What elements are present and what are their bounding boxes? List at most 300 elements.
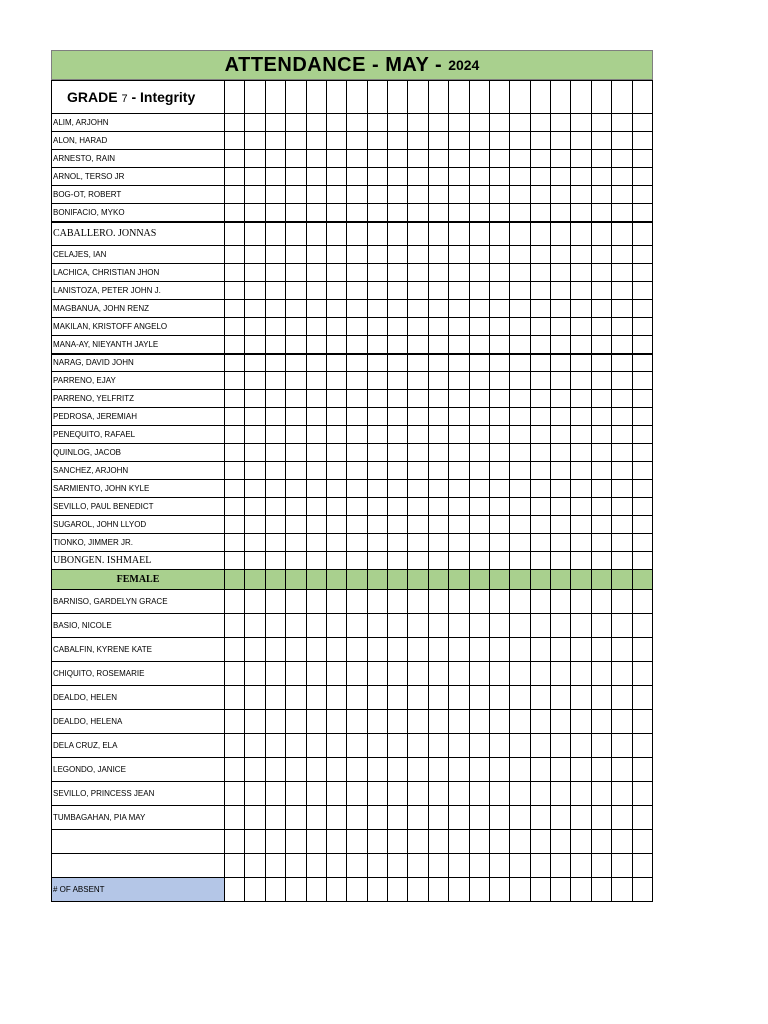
attendance-cell[interactable] — [326, 390, 346, 408]
attendance-cell[interactable] — [632, 662, 653, 686]
attendance-cell[interactable] — [326, 638, 346, 662]
attendance-cell[interactable] — [551, 830, 571, 854]
attendance-cell[interactable] — [428, 81, 448, 114]
attendance-cell[interactable] — [367, 806, 387, 830]
attendance-cell[interactable] — [245, 782, 265, 806]
attendance-cell[interactable] — [510, 150, 530, 168]
attendance-cell[interactable] — [367, 186, 387, 204]
attendance-cell[interactable] — [265, 498, 285, 516]
attendance-cell[interactable] — [449, 758, 469, 782]
attendance-cell[interactable] — [571, 638, 591, 662]
attendance-cell[interactable] — [489, 150, 509, 168]
attendance-cell[interactable] — [265, 534, 285, 552]
attendance-cell[interactable] — [510, 246, 530, 264]
attendance-cell[interactable] — [265, 354, 285, 372]
attendance-cell[interactable] — [632, 516, 653, 534]
attendance-cell[interactable] — [225, 300, 245, 318]
attendance-cell[interactable] — [632, 878, 653, 902]
attendance-cell[interactable] — [530, 264, 550, 282]
attendance-cell[interactable] — [225, 150, 245, 168]
attendance-cell[interactable] — [286, 878, 306, 902]
attendance-cell[interactable] — [347, 878, 367, 902]
attendance-cell[interactable] — [225, 590, 245, 614]
attendance-cell[interactable] — [347, 638, 367, 662]
attendance-cell[interactable] — [428, 426, 448, 444]
attendance-cell[interactable] — [469, 534, 489, 552]
attendance-cell[interactable] — [449, 662, 469, 686]
attendance-cell[interactable] — [265, 168, 285, 186]
attendance-cell[interactable] — [530, 318, 550, 336]
attendance-cell[interactable] — [428, 186, 448, 204]
attendance-cell[interactable] — [489, 81, 509, 114]
attendance-cell[interactable] — [510, 516, 530, 534]
attendance-cell[interactable] — [245, 734, 265, 758]
attendance-cell[interactable] — [388, 662, 408, 686]
attendance-cell[interactable] — [612, 81, 632, 114]
attendance-cell[interactable] — [347, 150, 367, 168]
attendance-cell[interactable] — [469, 168, 489, 186]
attendance-cell[interactable] — [326, 300, 346, 318]
attendance-cell[interactable] — [347, 264, 367, 282]
attendance-cell[interactable] — [632, 806, 653, 830]
attendance-cell[interactable] — [551, 186, 571, 204]
attendance-cell[interactable] — [286, 516, 306, 534]
attendance-cell[interactable] — [265, 150, 285, 168]
attendance-cell[interactable] — [510, 354, 530, 372]
attendance-cell[interactable] — [245, 168, 265, 186]
attendance-cell[interactable] — [571, 878, 591, 902]
attendance-cell[interactable] — [245, 662, 265, 686]
attendance-cell[interactable] — [245, 854, 265, 878]
attendance-cell[interactable] — [225, 282, 245, 300]
attendance-cell[interactable] — [591, 878, 611, 902]
attendance-cell[interactable] — [469, 204, 489, 222]
attendance-cell[interactable] — [265, 758, 285, 782]
attendance-cell[interactable] — [530, 782, 550, 806]
attendance-cell[interactable] — [225, 426, 245, 444]
attendance-cell[interactable] — [326, 114, 346, 132]
attendance-cell[interactable] — [245, 318, 265, 336]
attendance-cell[interactable] — [347, 710, 367, 734]
attendance-cell[interactable] — [571, 830, 591, 854]
attendance-cell[interactable] — [612, 614, 632, 638]
attendance-cell[interactable] — [612, 480, 632, 498]
attendance-cell[interactable] — [571, 806, 591, 830]
attendance-cell[interactable] — [388, 264, 408, 282]
attendance-cell[interactable] — [286, 614, 306, 638]
attendance-cell[interactable] — [551, 426, 571, 444]
attendance-cell[interactable] — [489, 246, 509, 264]
attendance-cell[interactable] — [367, 354, 387, 372]
attendance-cell[interactable] — [326, 516, 346, 534]
attendance-cell[interactable] — [388, 710, 408, 734]
attendance-cell[interactable] — [245, 336, 265, 354]
attendance-cell[interactable] — [591, 782, 611, 806]
attendance-cell[interactable] — [612, 282, 632, 300]
attendance-cell[interactable] — [530, 758, 550, 782]
attendance-cell[interactable] — [612, 782, 632, 806]
attendance-cell[interactable] — [612, 204, 632, 222]
attendance-cell[interactable] — [225, 132, 245, 150]
attendance-cell[interactable] — [510, 534, 530, 552]
attendance-cell[interactable] — [428, 782, 448, 806]
attendance-cell[interactable] — [265, 81, 285, 114]
attendance-cell[interactable] — [367, 830, 387, 854]
attendance-cell[interactable] — [510, 590, 530, 614]
attendance-cell[interactable] — [469, 614, 489, 638]
attendance-cell[interactable] — [632, 426, 653, 444]
attendance-cell[interactable] — [551, 710, 571, 734]
attendance-cell[interactable] — [347, 114, 367, 132]
attendance-cell[interactable] — [510, 336, 530, 354]
attendance-cell[interactable] — [469, 758, 489, 782]
attendance-cell[interactable] — [326, 426, 346, 444]
attendance-cell[interactable] — [367, 758, 387, 782]
attendance-cell[interactable] — [326, 372, 346, 390]
attendance-cell[interactable] — [612, 830, 632, 854]
attendance-cell[interactable] — [632, 444, 653, 462]
attendance-cell[interactable] — [469, 782, 489, 806]
attendance-cell[interactable] — [612, 758, 632, 782]
attendance-cell[interactable] — [347, 534, 367, 552]
attendance-cell[interactable] — [306, 516, 326, 534]
attendance-cell[interactable] — [408, 264, 428, 282]
attendance-cell[interactable] — [408, 114, 428, 132]
attendance-cell[interactable] — [347, 614, 367, 638]
attendance-cell[interactable] — [286, 686, 306, 710]
attendance-cell[interactable] — [225, 710, 245, 734]
attendance-cell[interactable] — [367, 132, 387, 150]
attendance-cell[interactable] — [551, 81, 571, 114]
attendance-cell[interactable] — [489, 534, 509, 552]
attendance-cell[interactable] — [571, 710, 591, 734]
attendance-cell[interactable] — [510, 614, 530, 638]
attendance-cell[interactable] — [265, 132, 285, 150]
attendance-cell[interactable] — [489, 590, 509, 614]
attendance-cell[interactable] — [428, 408, 448, 426]
attendance-cell[interactable] — [591, 168, 611, 186]
attendance-cell[interactable] — [428, 318, 448, 336]
attendance-cell[interactable] — [367, 204, 387, 222]
attendance-cell[interactable] — [469, 830, 489, 854]
attendance-cell[interactable] — [612, 806, 632, 830]
attendance-cell[interactable] — [245, 590, 265, 614]
attendance-cell[interactable] — [388, 222, 408, 246]
attendance-cell[interactable] — [286, 408, 306, 426]
attendance-cell[interactable] — [510, 282, 530, 300]
attendance-cell[interactable] — [530, 662, 550, 686]
attendance-cell[interactable] — [551, 734, 571, 758]
attendance-cell[interactable] — [551, 462, 571, 480]
attendance-cell[interactable] — [265, 614, 285, 638]
attendance-cell[interactable] — [591, 318, 611, 336]
attendance-cell[interactable] — [489, 282, 509, 300]
attendance-cell[interactable] — [632, 246, 653, 264]
attendance-cell[interactable] — [449, 408, 469, 426]
attendance-cell[interactable] — [551, 300, 571, 318]
attendance-cell[interactable] — [347, 204, 367, 222]
attendance-cell[interactable] — [326, 81, 346, 114]
attendance-cell[interactable] — [612, 222, 632, 246]
attendance-cell[interactable] — [551, 498, 571, 516]
attendance-cell[interactable] — [265, 444, 285, 462]
attendance-cell[interactable] — [306, 81, 326, 114]
attendance-cell[interactable] — [489, 516, 509, 534]
attendance-cell[interactable] — [286, 758, 306, 782]
attendance-cell[interactable] — [469, 498, 489, 516]
attendance-cell[interactable] — [449, 734, 469, 758]
attendance-cell[interactable] — [530, 462, 550, 480]
attendance-cell[interactable] — [225, 222, 245, 246]
attendance-cell[interactable] — [265, 408, 285, 426]
attendance-cell[interactable] — [388, 168, 408, 186]
attendance-cell[interactable] — [612, 498, 632, 516]
attendance-cell[interactable] — [306, 534, 326, 552]
attendance-cell[interactable] — [388, 150, 408, 168]
attendance-cell[interactable] — [265, 204, 285, 222]
attendance-cell[interactable] — [306, 854, 326, 878]
attendance-cell[interactable] — [469, 552, 489, 570]
attendance-cell[interactable] — [591, 734, 611, 758]
attendance-cell[interactable] — [510, 426, 530, 444]
attendance-cell[interactable] — [469, 390, 489, 408]
attendance-cell[interactable] — [510, 318, 530, 336]
attendance-cell[interactable] — [612, 444, 632, 462]
attendance-cell[interactable] — [469, 426, 489, 444]
attendance-cell[interactable] — [632, 114, 653, 132]
attendance-cell[interactable] — [489, 204, 509, 222]
attendance-cell[interactable] — [571, 590, 591, 614]
attendance-cell[interactable] — [367, 498, 387, 516]
attendance-cell[interactable] — [265, 734, 285, 758]
attendance-cell[interactable] — [245, 462, 265, 480]
attendance-cell[interactable] — [449, 570, 469, 590]
attendance-cell[interactable] — [428, 264, 448, 282]
attendance-cell[interactable] — [347, 854, 367, 878]
attendance-cell[interactable] — [225, 734, 245, 758]
attendance-cell[interactable] — [591, 222, 611, 246]
attendance-cell[interactable] — [571, 300, 591, 318]
attendance-cell[interactable] — [306, 462, 326, 480]
attendance-cell[interactable] — [367, 590, 387, 614]
attendance-cell[interactable] — [245, 300, 265, 318]
attendance-cell[interactable] — [489, 300, 509, 318]
attendance-cell[interactable] — [632, 408, 653, 426]
attendance-cell[interactable] — [265, 318, 285, 336]
attendance-cell[interactable] — [632, 168, 653, 186]
attendance-cell[interactable] — [408, 150, 428, 168]
attendance-cell[interactable] — [326, 168, 346, 186]
attendance-cell[interactable] — [408, 878, 428, 902]
attendance-cell[interactable] — [388, 462, 408, 480]
attendance-cell[interactable] — [632, 830, 653, 854]
attendance-cell[interactable] — [245, 426, 265, 444]
attendance-cell[interactable] — [571, 782, 591, 806]
attendance-cell[interactable] — [286, 186, 306, 204]
attendance-cell[interactable] — [408, 570, 428, 590]
attendance-cell[interactable] — [225, 686, 245, 710]
attendance-cell[interactable] — [388, 854, 408, 878]
attendance-cell[interactable] — [326, 710, 346, 734]
attendance-cell[interactable] — [306, 390, 326, 408]
attendance-cell[interactable] — [510, 878, 530, 902]
attendance-cell[interactable] — [530, 638, 550, 662]
attendance-cell[interactable] — [591, 426, 611, 444]
attendance-cell[interactable] — [632, 132, 653, 150]
attendance-cell[interactable] — [408, 372, 428, 390]
attendance-cell[interactable] — [469, 222, 489, 246]
attendance-cell[interactable] — [388, 300, 408, 318]
attendance-cell[interactable] — [571, 734, 591, 758]
attendance-cell[interactable] — [326, 734, 346, 758]
attendance-cell[interactable] — [591, 516, 611, 534]
attendance-cell[interactable] — [286, 552, 306, 570]
attendance-cell[interactable] — [551, 282, 571, 300]
attendance-cell[interactable] — [408, 590, 428, 614]
attendance-cell[interactable] — [388, 354, 408, 372]
attendance-cell[interactable] — [245, 444, 265, 462]
attendance-cell[interactable] — [530, 168, 550, 186]
attendance-cell[interactable] — [469, 246, 489, 264]
attendance-cell[interactable] — [326, 186, 346, 204]
attendance-cell[interactable] — [428, 300, 448, 318]
attendance-cell[interactable] — [388, 734, 408, 758]
attendance-cell[interactable] — [245, 638, 265, 662]
attendance-cell[interactable] — [326, 408, 346, 426]
attendance-cell[interactable] — [306, 734, 326, 758]
attendance-cell[interactable] — [591, 336, 611, 354]
attendance-cell[interactable] — [469, 318, 489, 336]
attendance-cell[interactable] — [489, 186, 509, 204]
attendance-cell[interactable] — [225, 81, 245, 114]
attendance-cell[interactable] — [612, 336, 632, 354]
attendance-cell[interactable] — [632, 300, 653, 318]
attendance-cell[interactable] — [306, 132, 326, 150]
attendance-cell[interactable] — [591, 498, 611, 516]
attendance-cell[interactable] — [551, 336, 571, 354]
attendance-cell[interactable] — [591, 830, 611, 854]
attendance-cell[interactable] — [347, 426, 367, 444]
attendance-cell[interactable] — [388, 782, 408, 806]
attendance-cell[interactable] — [265, 878, 285, 902]
attendance-cell[interactable] — [428, 758, 448, 782]
attendance-cell[interactable] — [591, 552, 611, 570]
attendance-cell[interactable] — [326, 498, 346, 516]
attendance-cell[interactable] — [591, 81, 611, 114]
attendance-cell[interactable] — [367, 426, 387, 444]
attendance-cell[interactable] — [489, 408, 509, 426]
attendance-cell[interactable] — [428, 132, 448, 150]
attendance-cell[interactable] — [530, 114, 550, 132]
attendance-cell[interactable] — [265, 114, 285, 132]
attendance-cell[interactable] — [571, 222, 591, 246]
attendance-cell[interactable] — [591, 686, 611, 710]
attendance-cell[interactable] — [347, 734, 367, 758]
attendance-cell[interactable] — [245, 614, 265, 638]
attendance-cell[interactable] — [286, 114, 306, 132]
attendance-cell[interactable] — [306, 806, 326, 830]
attendance-cell[interactable] — [428, 854, 448, 878]
attendance-cell[interactable] — [530, 830, 550, 854]
attendance-cell[interactable] — [469, 662, 489, 686]
attendance-cell[interactable] — [245, 390, 265, 408]
attendance-cell[interactable] — [225, 462, 245, 480]
attendance-cell[interactable] — [530, 552, 550, 570]
attendance-cell[interactable] — [551, 590, 571, 614]
attendance-cell[interactable] — [449, 204, 469, 222]
attendance-cell[interactable] — [408, 222, 428, 246]
attendance-cell[interactable] — [489, 168, 509, 186]
attendance-cell[interactable] — [551, 318, 571, 336]
attendance-cell[interactable] — [326, 462, 346, 480]
attendance-cell[interactable] — [408, 81, 428, 114]
attendance-cell[interactable] — [306, 114, 326, 132]
attendance-cell[interactable] — [510, 806, 530, 830]
attendance-cell[interactable] — [326, 552, 346, 570]
attendance-cell[interactable] — [225, 186, 245, 204]
attendance-cell[interactable] — [428, 168, 448, 186]
attendance-cell[interactable] — [225, 534, 245, 552]
attendance-cell[interactable] — [306, 758, 326, 782]
attendance-cell[interactable] — [265, 552, 285, 570]
attendance-cell[interactable] — [326, 480, 346, 498]
attendance-cell[interactable] — [632, 758, 653, 782]
attendance-cell[interactable] — [489, 426, 509, 444]
attendance-cell[interactable] — [489, 734, 509, 758]
attendance-cell[interactable] — [428, 282, 448, 300]
attendance-cell[interactable] — [306, 264, 326, 282]
attendance-cell[interactable] — [408, 638, 428, 662]
attendance-cell[interactable] — [449, 534, 469, 552]
attendance-cell[interactable] — [530, 878, 550, 902]
attendance-cell[interactable] — [571, 444, 591, 462]
attendance-cell[interactable] — [428, 204, 448, 222]
attendance-cell[interactable] — [612, 390, 632, 408]
attendance-cell[interactable] — [347, 246, 367, 264]
attendance-cell[interactable] — [286, 204, 306, 222]
attendance-cell[interactable] — [286, 390, 306, 408]
attendance-cell[interactable] — [612, 114, 632, 132]
attendance-cell[interactable] — [225, 372, 245, 390]
attendance-cell[interactable] — [225, 390, 245, 408]
attendance-cell[interactable] — [551, 534, 571, 552]
attendance-cell[interactable] — [612, 662, 632, 686]
attendance-cell[interactable] — [428, 114, 448, 132]
attendance-cell[interactable] — [510, 782, 530, 806]
attendance-cell[interactable] — [286, 168, 306, 186]
attendance-cell[interactable] — [469, 354, 489, 372]
attendance-cell[interactable] — [408, 282, 428, 300]
attendance-cell[interactable] — [551, 354, 571, 372]
attendance-cell[interactable] — [510, 830, 530, 854]
attendance-cell[interactable] — [428, 806, 448, 830]
attendance-cell[interactable] — [489, 758, 509, 782]
attendance-cell[interactable] — [388, 830, 408, 854]
attendance-cell[interactable] — [612, 534, 632, 552]
attendance-cell[interactable] — [225, 782, 245, 806]
attendance-cell[interactable] — [225, 516, 245, 534]
attendance-cell[interactable] — [551, 806, 571, 830]
attendance-cell[interactable] — [408, 408, 428, 426]
attendance-cell[interactable] — [286, 300, 306, 318]
attendance-cell[interactable] — [326, 318, 346, 336]
attendance-cell[interactable] — [449, 132, 469, 150]
attendance-cell[interactable] — [245, 552, 265, 570]
attendance-cell[interactable] — [591, 150, 611, 168]
attendance-cell[interactable] — [510, 710, 530, 734]
attendance-cell[interactable] — [632, 81, 653, 114]
attendance-cell[interactable] — [449, 782, 469, 806]
